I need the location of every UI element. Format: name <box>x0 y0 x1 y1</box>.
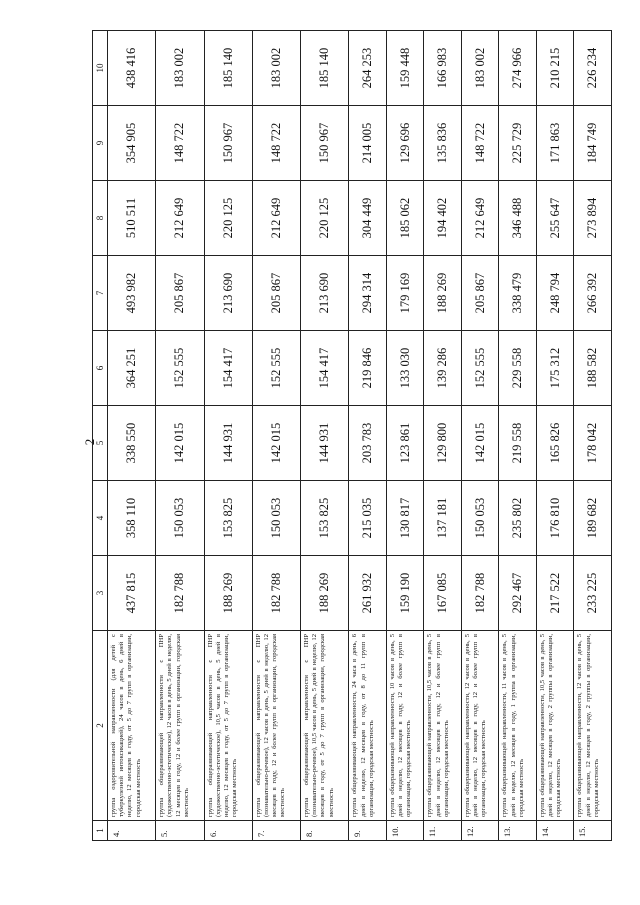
table-row <box>156 31 204 841</box>
value-cell: 188 269 <box>204 556 252 631</box>
value-cell: 273 894 <box>574 181 612 256</box>
value-cell: 178 042 <box>574 406 612 481</box>
value-cell: 152 555 <box>461 331 499 406</box>
value-cell: 176 810 <box>536 481 574 556</box>
value-cell: 171 863 <box>536 106 574 181</box>
value-cell: 182 788 <box>461 556 499 631</box>
value-cell: 188 269 <box>424 256 462 331</box>
value-cell: 153 825 <box>204 481 252 556</box>
value-cell: 364 251 <box>108 331 156 406</box>
value-cell: 167 085 <box>424 556 462 631</box>
row-number: 7. <box>252 821 300 841</box>
value-cell: 133 030 <box>386 331 424 406</box>
value-cell: 205 867 <box>461 256 499 331</box>
value-cell: 233 225 <box>574 556 612 631</box>
value-cell: 150 053 <box>461 481 499 556</box>
value-cell: 274 966 <box>499 31 537 106</box>
value-cell: 183 002 <box>461 31 499 106</box>
group-description: группа общеразвивающей направленности с ПНР (познавательно-речевое), 12 часов в день, 5 дней в неделю, 12 месяцев в году, 12 и более групп в организации, городская местность <box>252 631 300 821</box>
value-cell: 438 416 <box>108 31 156 106</box>
value-cell: 142 015 <box>252 406 300 481</box>
value-cell: 225 729 <box>499 106 537 181</box>
value-cell: 213 690 <box>301 256 349 331</box>
value-cell: 123 861 <box>386 406 424 481</box>
value-cell: 166 983 <box>424 31 462 106</box>
column-header: 7 <box>93 256 108 331</box>
value-cell: 219 558 <box>499 406 537 481</box>
value-cell: 152 555 <box>252 331 300 406</box>
value-cell: 175 312 <box>536 331 574 406</box>
value-cell: 185 140 <box>301 31 349 106</box>
value-cell: 261 932 <box>349 556 387 631</box>
value-cell: 154 417 <box>204 331 252 406</box>
value-cell: 142 015 <box>156 406 204 481</box>
group-description: группа общеразвивающей направленности, 11 часов в день, 5 дней в неделю, 12 месяцев в году, 1 группа в организации, городская местность <box>499 631 537 821</box>
value-cell: 189 682 <box>574 481 612 556</box>
row-number: 6. <box>204 821 252 841</box>
value-cell: 183 002 <box>252 31 300 106</box>
group-description: группа общеразвивающей направленности, 12 часов в день, 5 дней в неделю, 12 месяцев в году, 2 группы в организации, городская местность <box>574 631 612 821</box>
table-row <box>252 31 300 841</box>
group-description: группа общеразвивающей направленности, 10 часов в день, 5 дней в неделю, 12 месяцев в году, 12 и более групп в организации, городская местность <box>386 631 424 821</box>
value-cell: 220 125 <box>301 181 349 256</box>
value-cell: 129 696 <box>386 106 424 181</box>
value-cell: 150 967 <box>301 106 349 181</box>
table-body <box>108 31 612 841</box>
value-cell: 264 253 <box>349 31 387 106</box>
value-cell: 214 005 <box>349 106 387 181</box>
row-number: 12. <box>461 821 499 841</box>
value-cell: 338 479 <box>499 256 537 331</box>
value-cell: 437 815 <box>108 556 156 631</box>
value-cell: 139 286 <box>424 331 462 406</box>
row-number: 14. <box>536 821 574 841</box>
value-cell: 144 931 <box>301 406 349 481</box>
value-cell: 137 181 <box>424 481 462 556</box>
row-number: 11. <box>424 821 462 841</box>
value-cell: 215 035 <box>349 481 387 556</box>
value-cell: 304 449 <box>349 181 387 256</box>
value-cell: 354 905 <box>108 106 156 181</box>
value-cell: 142 015 <box>461 406 499 481</box>
row-number: 4. <box>108 821 156 841</box>
table-row <box>349 31 387 841</box>
value-cell: 179 169 <box>386 256 424 331</box>
value-cell: 188 269 <box>301 556 349 631</box>
group-description: группа общеразвивающей направленности, 12 часов в день, 5 дней в неделю, 12 месяцев в году, 12 и более групп в организации, городская местность <box>461 631 499 821</box>
column-header: 4 <box>93 481 108 556</box>
table-row <box>301 31 349 841</box>
value-cell: 346 488 <box>499 181 537 256</box>
row-number: 10. <box>386 821 424 841</box>
group-description: группа общеразвивающей направленности, 10,5 часов в день, 5 дней в неделю, 12 месяцев в году, 12 и более групп в организации, городская местность <box>424 631 462 821</box>
value-cell: 194 402 <box>424 181 462 256</box>
value-cell: 248 794 <box>536 256 574 331</box>
value-cell: 226 234 <box>574 31 612 106</box>
value-cell: 182 788 <box>252 556 300 631</box>
table-container <box>92 31 612 841</box>
group-description: группа общеразвивающей направленности с ПНР (художественно-эстетическое), 12 часов в день, 5 дней в неделю, 12 месяцев в году, 12 и более групп в организации, городская местность <box>156 631 204 821</box>
value-cell: 159 448 <box>386 31 424 106</box>
value-cell: 150 053 <box>252 481 300 556</box>
cost-table <box>92 30 612 841</box>
value-cell: 165 826 <box>536 406 574 481</box>
value-cell: 294 314 <box>349 256 387 331</box>
value-cell: 154 417 <box>301 331 349 406</box>
value-cell: 184 749 <box>574 106 612 181</box>
value-cell: 185 062 <box>386 181 424 256</box>
table-row <box>204 31 252 841</box>
group-description: группа общеразвивающей направленности с ПНР (художественно-эстетическое), 10,5 часов в день, 5 дней в неделю, 12 месяцев в году, от 5 до 7 групп в организации, городская местность <box>204 631 252 821</box>
value-cell: 212 649 <box>461 181 499 256</box>
column-header: 5 <box>93 406 108 481</box>
column-header: 10 <box>93 31 108 106</box>
value-cell: 182 788 <box>156 556 204 631</box>
value-cell: 152 555 <box>156 331 204 406</box>
value-cell: 229 558 <box>499 331 537 406</box>
value-cell: 217 522 <box>536 556 574 631</box>
value-cell: 220 125 <box>204 181 252 256</box>
value-cell: 493 982 <box>108 256 156 331</box>
value-cell: 144 931 <box>204 406 252 481</box>
group-description: группа общеразвивающей направленности, 24 часа в день, 6 дней в неделю, 12 месяцев в году, от 8 до 11 групп в организации, городская местность <box>349 631 387 821</box>
value-cell: 130 817 <box>386 481 424 556</box>
table-row <box>386 31 424 841</box>
value-cell: 266 392 <box>574 256 612 331</box>
table-row <box>424 31 462 841</box>
column-header: 2 <box>93 631 108 821</box>
table-row <box>108 31 156 841</box>
value-cell: 212 649 <box>156 181 204 256</box>
value-cell: 153 825 <box>301 481 349 556</box>
value-cell: 255 647 <box>536 181 574 256</box>
value-cell: 212 649 <box>252 181 300 256</box>
value-cell: 129 800 <box>424 406 462 481</box>
column-header: 1 <box>93 821 108 841</box>
row-number: 9. <box>349 821 387 841</box>
row-number: 8. <box>301 821 349 841</box>
value-cell: 205 867 <box>252 256 300 331</box>
column-header: 9 <box>93 106 108 181</box>
value-cell: 185 140 <box>204 31 252 106</box>
table-row <box>536 31 574 841</box>
column-header: 3 <box>93 556 108 631</box>
value-cell: 159 190 <box>386 556 424 631</box>
table-row <box>574 31 612 841</box>
value-cell: 203 783 <box>349 406 387 481</box>
value-cell: 150 053 <box>156 481 204 556</box>
value-cell: 148 722 <box>252 106 300 181</box>
row-number: 13. <box>499 821 537 841</box>
page-number: 2 <box>82 438 97 446</box>
row-number: 15. <box>574 821 612 841</box>
table-row <box>499 31 537 841</box>
value-cell: 213 690 <box>204 256 252 331</box>
column-header: 8 <box>93 181 108 256</box>
group-description: группа общеразвивающей направленности с ПНР (познавательно-речевое), 10,5 часов в день, 5 дней в неделю, 12 месяцев в году, от 5 до 7 групп в организации, городская местность <box>301 631 349 821</box>
value-cell: 205 867 <box>156 256 204 331</box>
value-cell: 135 836 <box>424 106 462 181</box>
value-cell: 188 582 <box>574 331 612 406</box>
value-cell: 510 511 <box>108 181 156 256</box>
row-number: 5. <box>156 821 204 841</box>
value-cell: 150 967 <box>204 106 252 181</box>
value-cell: 358 110 <box>108 481 156 556</box>
value-cell: 219 846 <box>349 331 387 406</box>
value-cell: 338 550 <box>108 406 156 481</box>
column-header: 6 <box>93 331 108 406</box>
value-cell: 292 467 <box>499 556 537 631</box>
group-description: группа общеразвивающей направленности, 10,5 часов в день, 5 дней в неделю, 12 месяцев в году, 2 группы в организации, городская местность <box>536 631 574 821</box>
value-cell: 148 722 <box>156 106 204 181</box>
table-row <box>461 31 499 841</box>
header-row <box>93 31 108 841</box>
value-cell: 210 215 <box>536 31 574 106</box>
value-cell: 148 722 <box>461 106 499 181</box>
value-cell: 235 802 <box>499 481 537 556</box>
value-cell: 183 002 <box>156 31 204 106</box>
group-description: группа оздоровительной направленности (для детей с туберкулезной интоксикацией), 24 часов в день, 6 дней в неделю, 12 месяцев в году, от 5 до 7 групп в организации, городская местность <box>108 631 156 821</box>
